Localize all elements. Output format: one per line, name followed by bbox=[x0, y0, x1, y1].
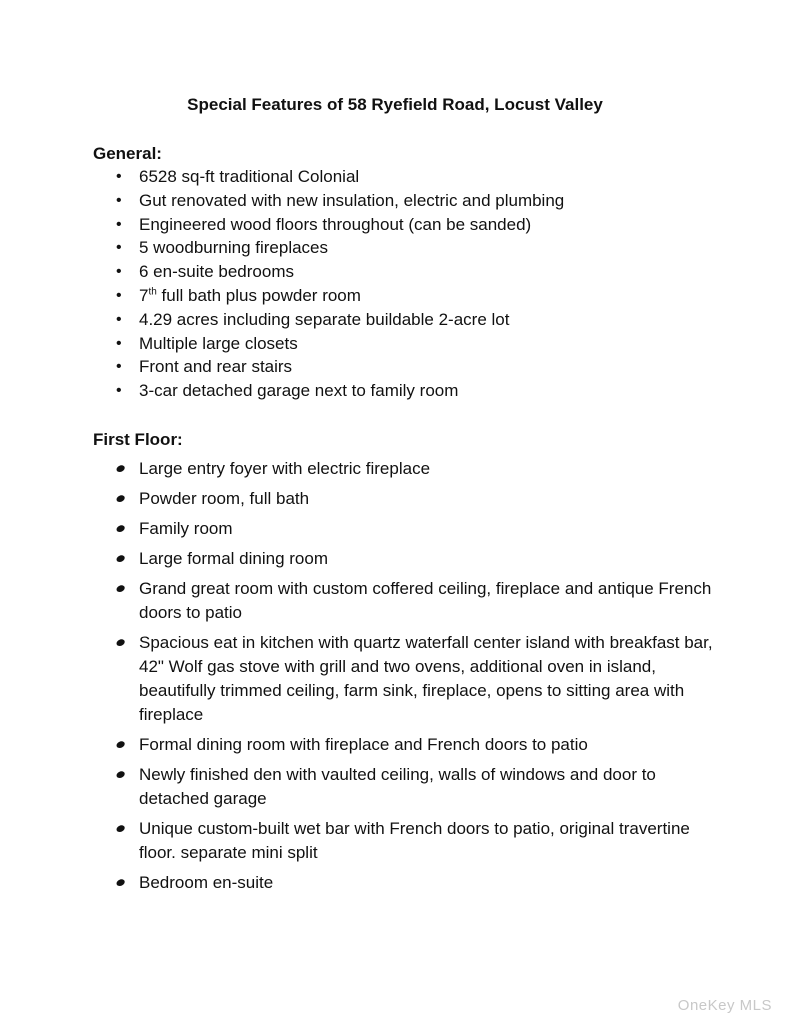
list-item: • 4.29 acres including separate buildable 2-acre lot bbox=[0, 308, 790, 332]
list-item: ● Large formal dining room bbox=[0, 547, 790, 571]
bullet-icon: ● bbox=[111, 735, 130, 755]
list-item: ● Spacious eat in kitchen with quartz waterfall center island with breakfast bar, 42" Wolf gas stove with grill and two ovens, additional oven in island, beautifully trimmed ceiling, farm sink, fireplace, opens to sitting area with fireplace bbox=[0, 631, 790, 727]
bullet-icon: • bbox=[116, 168, 122, 185]
list-item: • Engineered wood floors throughout (can be sanded) bbox=[0, 213, 790, 237]
bullet-icon: • bbox=[116, 310, 122, 328]
bullet-icon: ● bbox=[111, 519, 130, 539]
first-floor-list bbox=[0, 457, 790, 901]
bullet-icon: • bbox=[116, 191, 122, 209]
document-title: Special Features of 58 Ryefield Road, Locust Valley bbox=[187, 95, 603, 114]
list-item: • 3-car detached garage next to family room bbox=[0, 379, 790, 403]
bullet-icon: • bbox=[116, 263, 122, 281]
bullet-icon: ● bbox=[111, 579, 130, 599]
list-item: ● Family room bbox=[0, 517, 790, 541]
list-item: • 6528 sq-ft traditional Colonial bbox=[0, 165, 790, 189]
list-item: ● Powder room, full bath bbox=[0, 487, 790, 511]
bullet-icon: ● bbox=[111, 459, 130, 479]
general-list bbox=[0, 165, 790, 403]
bullet-icon: • bbox=[116, 286, 122, 304]
list-item: • Gut renovated with new insulation, electric and plumbing bbox=[0, 189, 790, 213]
bullet-icon: ● bbox=[111, 873, 130, 893]
list-item: • Front and rear stairs bbox=[0, 355, 790, 379]
bullet-icon: ● bbox=[111, 819, 130, 839]
list-item: • Multiple large closets bbox=[0, 332, 790, 356]
list-item: ● Newly finished den with vaulted ceiling, walls of windows and door to detached garage bbox=[0, 763, 790, 811]
list-item: ● Formal dining room with fireplace and French doors to patio bbox=[0, 733, 790, 757]
list-item: • 5 woodburning fireplaces bbox=[0, 236, 790, 260]
bullet-icon: • bbox=[116, 239, 122, 257]
first-floor-heading: First Floor: bbox=[93, 430, 183, 449]
bullet-icon: • bbox=[116, 334, 122, 352]
bullet-icon: ● bbox=[111, 489, 130, 509]
bullet-icon: ● bbox=[111, 765, 130, 785]
list-item: • 7th full bath plus powder room bbox=[0, 284, 790, 308]
bullet-icon: ● bbox=[111, 633, 130, 653]
list-item: ● Unique custom-built wet bar with French doors to patio, original travertine floor. separate mini split bbox=[0, 817, 790, 865]
list-item: ● Grand great room with custom coffered ceiling, fireplace and antique French doors to patio bbox=[0, 577, 790, 625]
bullet-icon: ● bbox=[111, 549, 130, 569]
watermark: OneKey MLS bbox=[677, 997, 772, 1014]
bullet-icon: • bbox=[116, 382, 122, 400]
bullet-icon: • bbox=[116, 358, 122, 376]
list-item: ● Large entry foyer with electric fireplace bbox=[0, 457, 790, 481]
general-heading: General: bbox=[93, 144, 162, 163]
list-item: • 6 en-suite bedrooms bbox=[0, 260, 790, 284]
bullet-icon: • bbox=[116, 215, 122, 233]
list-item: ● Bedroom en-suite bbox=[0, 871, 790, 895]
